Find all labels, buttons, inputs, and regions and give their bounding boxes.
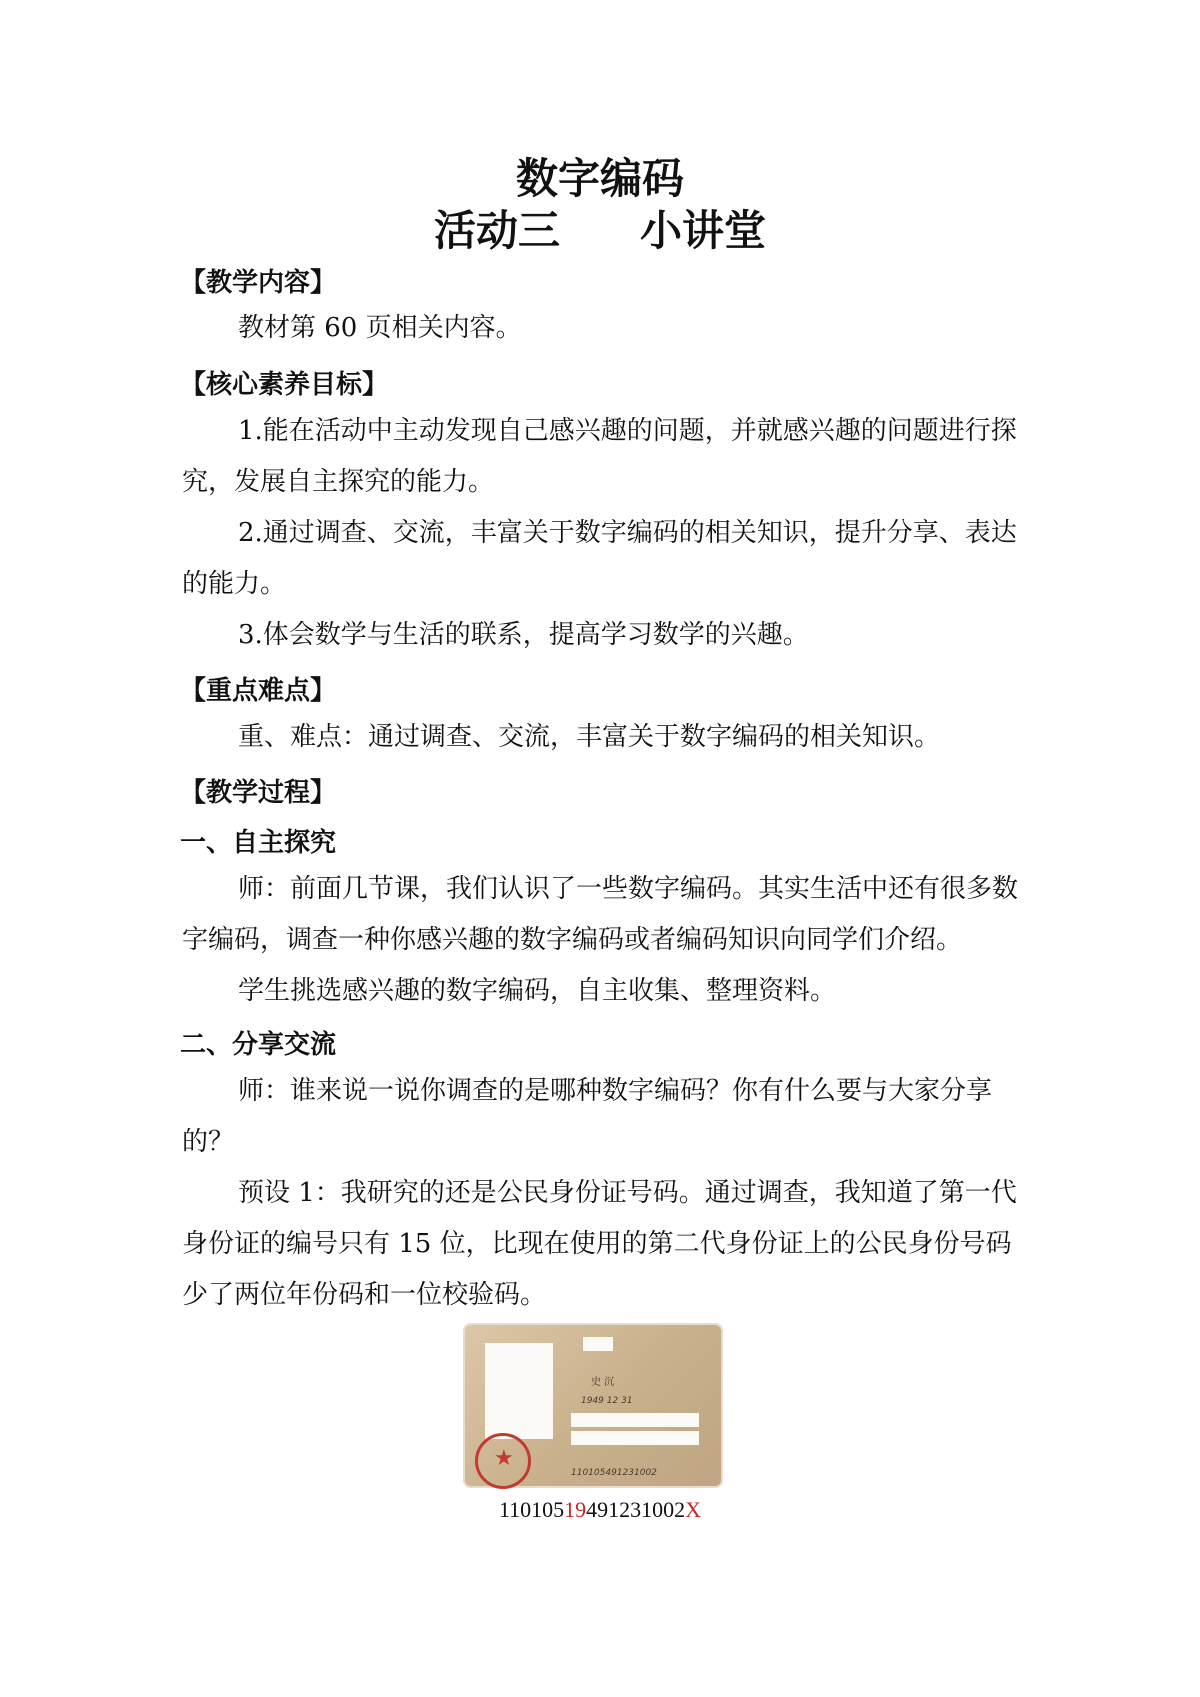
content-text: 教材第 60 页相关内容。 [238,313,522,343]
key-heading: 【重点难点】 [180,676,337,706]
id-card-number-value: 110105491231002 [571,1468,657,1478]
goal-1: 1.能在活动中主动发现自己感兴趣的问题，并就感兴趣的问题进行探究，发展自主探究的能力。 [182,416,1017,497]
id-card-name-box [583,1337,613,1351]
key-text: 重、难点：通过调查、交流，丰富关于数字编码的相关知识。 [238,722,941,752]
part1-paragraph-2: 学生挑选感兴趣的数字编码，自主收集、整理资料。 [238,976,837,1006]
part2-heading: 二、分享交流 [180,1030,337,1060]
part1-heading: 一、自主探究 [180,828,337,858]
id-card-address-box-2 [571,1431,699,1445]
goal-2: 2.通过调查、交流，丰富关于数字编码的相关知识，提升分享、表达的能力。 [182,518,1017,599]
id-card-birth-value: 1949 12 31 [581,1396,633,1406]
caption-region-code: 110105 [498,1497,565,1522]
process-heading: 【教学过程】 [180,778,337,808]
activity-name: 小讲堂 [640,206,767,255]
caption-middle-digits: 491231002 [586,1497,686,1522]
star-icon: ★ [494,1446,514,1471]
content-heading: 【教学内容】 [180,268,337,298]
caption-year-digits: 19 [564,1497,587,1522]
activity-label: 活动三 [433,206,560,255]
id-card-address-box-1 [571,1413,699,1427]
document-title: 数字编码 [515,154,684,203]
id-number-caption [0,1497,1200,1523]
id-card-seal [475,1433,531,1489]
id-card-photo [485,1343,553,1439]
part2-paragraph-2: 预设 1：我研究的还是公民身份证号码。通过调查，我知道了第一代身份证的编号只有 15 位，比现在使用的第二代身份证上的公民身份号码少了两位年份码和一位校验码。 [182,1178,1017,1310]
part1-paragraph-1: 师：前面几节课，我们认识了一些数字编码。其实生活中还有很多数字编码，调查一种你感兴趣的数字编码或者编码知识向同学们介绍。 [182,874,1019,955]
goals-heading: 【核心素养目标】 [180,370,389,400]
document-subtitle [0,198,1200,258]
caption-check-digit: X [685,1497,702,1522]
id-card-image [463,1323,723,1488]
goal-3: 3.体会数学与生活的联系，提高学习数学的兴趣。 [238,620,809,650]
part2-paragraph-1: 师：谁来说一说你调查的是哪种数字编码？你有什么要与大家分享的？ [182,1076,993,1157]
id-card-name-value: 史 沉 [591,1377,615,1388]
